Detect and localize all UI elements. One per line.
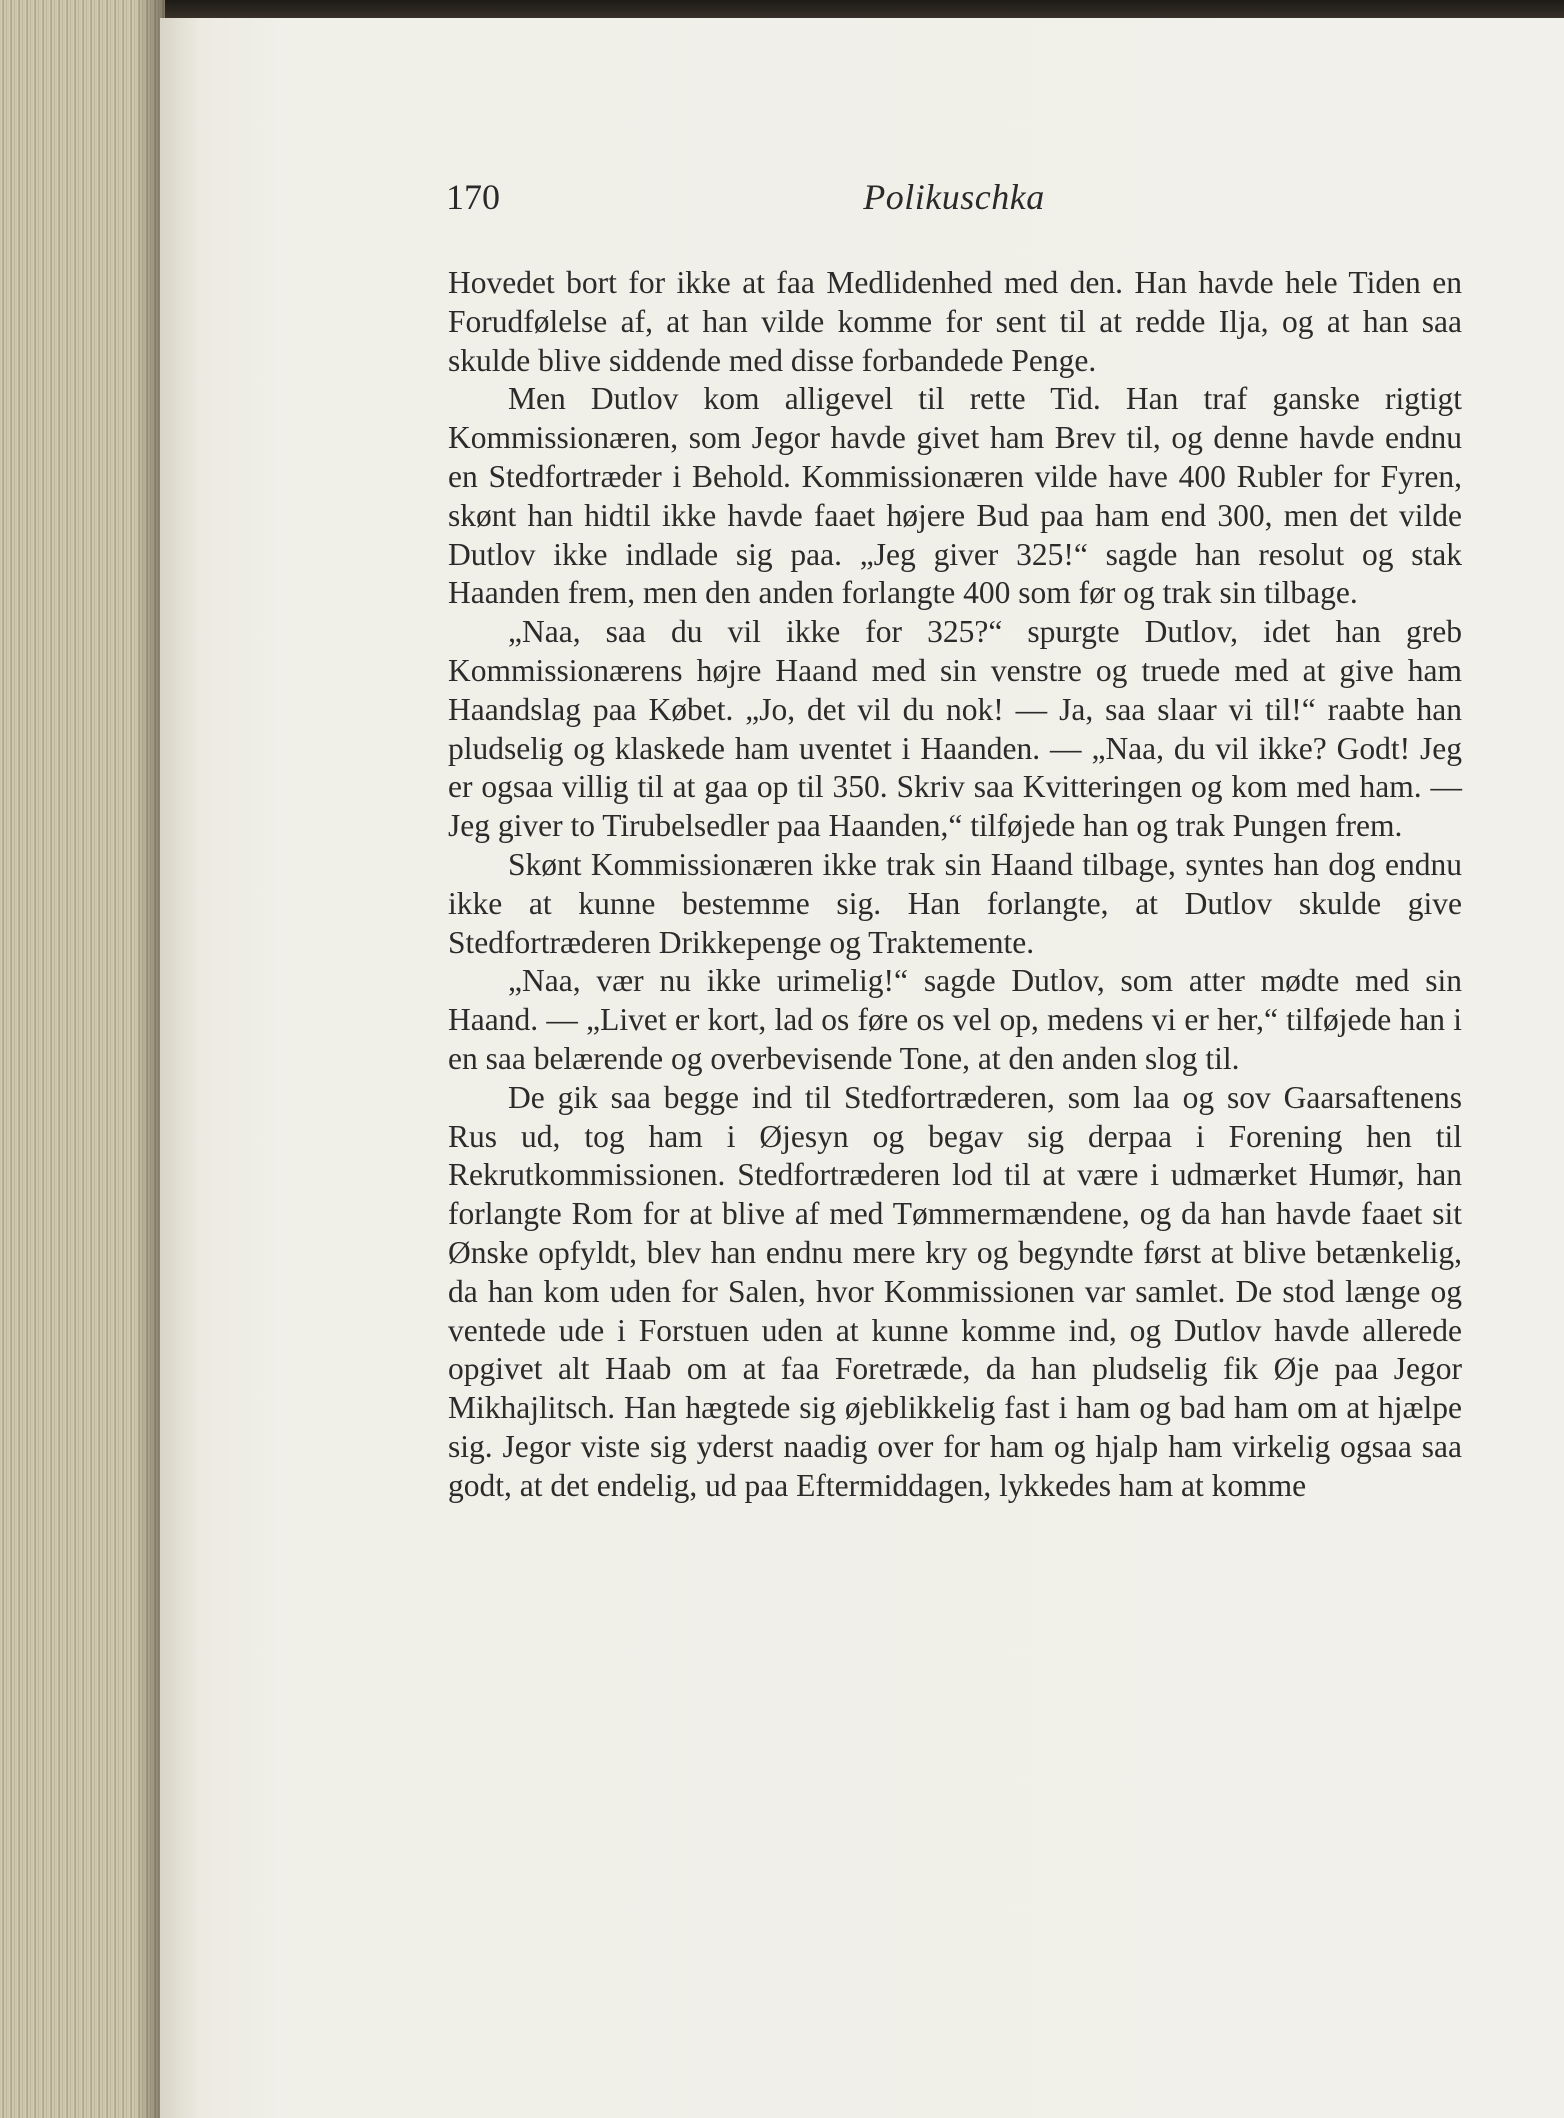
scan-background-top xyxy=(0,0,1564,20)
paragraph: Skønt Kommissionæren ikke trak sin Haand tilbage, syntes han dog endnu ikke at kunne bestemme sig. Han forlangte, at Dutlov skulde give Stedfortræderen Drikkepenge og Traktemente. xyxy=(448,846,1462,960)
paragraph: „Naa, saa du vil ikke for 325?“ spurgte Dutlov, idet han greb Kommissionærens højre Haand med sin venstre og truede med at give ham Haandslag paa Købet. „Jo, det vil du nok! — Ja, saa slaar vi til!“ raabte han pludselig og klaskede ham uventet i Haanden. — „Naa, du vil ikke? Godt! Jeg er ogsaa villig til at gaa op til 350. Skriv saa Kvitteringen og kom med ham. — Jeg giver to Tirubelsedler paa Haanden,“ tilføjede han og trak Pungen frem. xyxy=(448,614,1462,844)
paragraph: Hovedet bort for ikke at faa Medlidenhed med den. Han havde hele Tiden en Forudfølelse af, at han vilde komme for sent til at redde Ilja, og at han saa skulde blive siddende med disse forbandede Penge. xyxy=(448,265,1462,378)
body-text xyxy=(448,264,1462,1506)
book-page-edges xyxy=(0,0,165,2118)
paragraph: „Naa, vær nu ikke urimelig!“ sagde Dutlov, som atter mødte med sin Haand. — „Livet er kort, lad os føre os vel op, medens vi er her,“ tilføjede han i en saa belærende og overbevisende Tone, at den anden slog til. xyxy=(448,963,1462,1076)
page-number: 170 xyxy=(446,177,500,217)
paragraph: De gik saa begge ind til Stedfortræderen, som laa og sov Gaarsaftenens Rus ud, tog ham i Øjesyn og begav sig derpaa i Forening hen til Rekrutkommissionen. Stedfortræderen lod til at være i udmærket Humør, han forlangte Rom for at blive af med Tømmermændene, og da han havde faaet sit Ønske opfyldt, blev han endnu mere kry og begyndte først at blive betænkelig, da han kom uden for Salen, hvor Kommissionen var samlet. De stod længe og ventede ude i Forstuen uden at kunne komme ind, og Dutlov havde allerede opgivet alt Haab om at faa Foretræde, da han pludselig fik Øje paa Jegor Mikhajlitsch. Han hægtede sig øjeblikkelig fast i ham og bad ham om at hjælpe sig. Jegor viste sig yderst naadig over for ham og hjalp ham virkelig ogsaa saa godt, at det endelig, ud paa Eftermiddagen, lykkedes ham at komme xyxy=(448,1079,1462,1503)
paragraph: Men Dutlov kom alligevel til rette Tid. Han traf ganske rigtigt Kommissionæren, som Jegor havde givet ham Brev til, og denne havde endnu en Stedfortræder i Behold. Kommissionæren vilde have 400 Rubler for Fyren, skønt han hidtil ikke havde faaet højere Bud paa ham end 300, men det vilde Dutlov ikke indlade sig paa. „Jeg giver 325!“ sagde han resolut og stak Haanden frem, men den anden forlangte 400 som før og trak sin tilbage. xyxy=(448,381,1462,611)
running-title: Polikuschka xyxy=(863,177,1045,217)
page-header xyxy=(446,176,1462,226)
